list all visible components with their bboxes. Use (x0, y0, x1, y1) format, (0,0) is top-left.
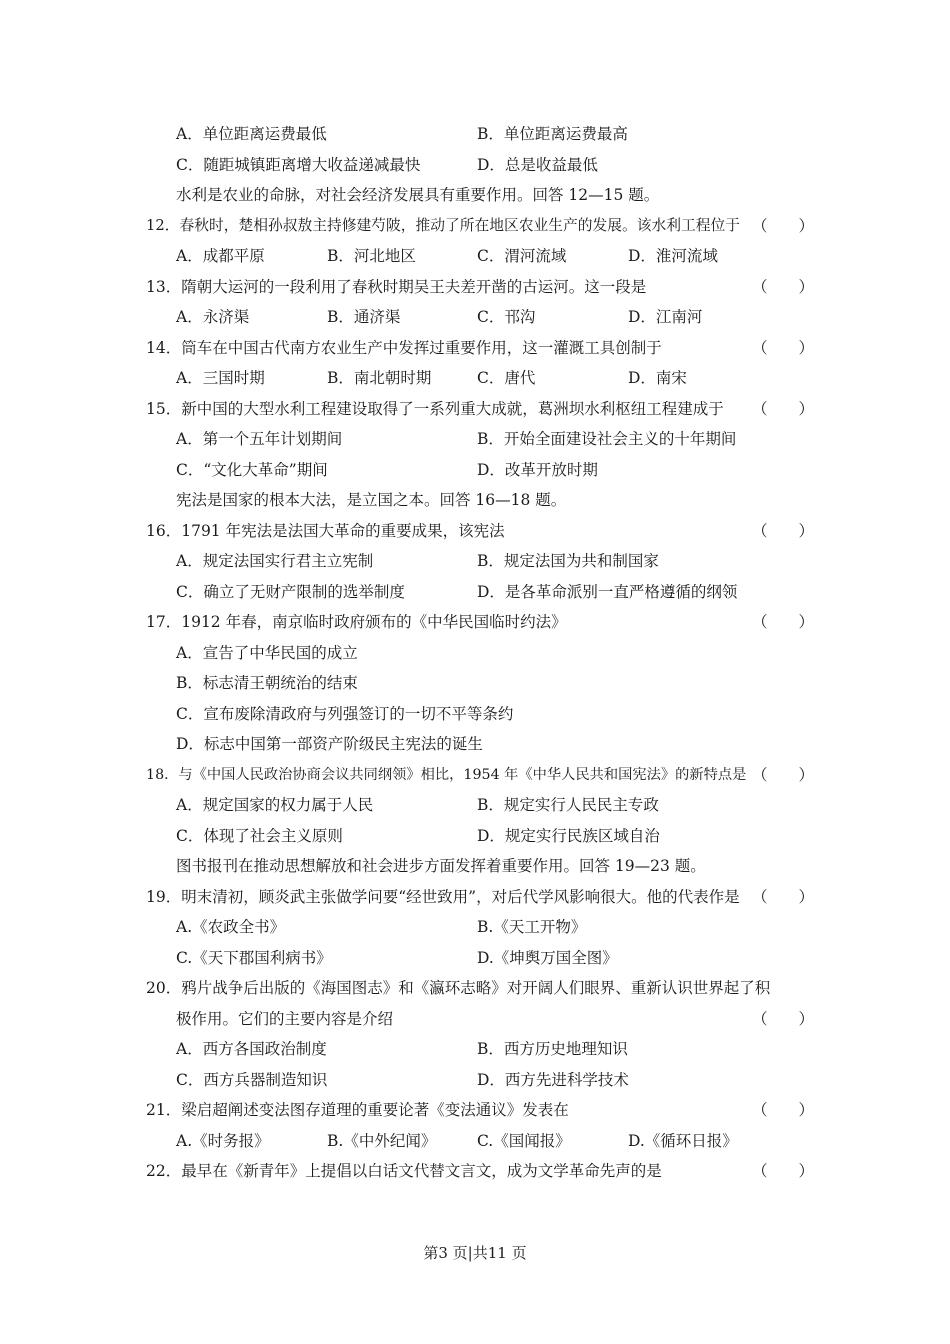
answer-option: B．西方历史地理知识 (477, 1040, 628, 1058)
answer-option: A．成都平原 (176, 247, 265, 265)
answer-option: D．标志中国第一部资产阶级民主宪法的诞生 (176, 735, 483, 753)
answer-option: C．宣布废除清政府与列强签订的一切不平等条约 (176, 705, 514, 723)
question-stem: 19．明末清初，顾炎武主张做学问要“经世致用”，对后代学风影响很大。他的代表作是 (146, 888, 740, 906)
answer-option: A.《时务报》 (176, 1132, 270, 1150)
answer-option: B．规定实行人民民主专政 (477, 796, 659, 814)
question-stem-continued: 极作用。它们的主要内容是介绍 (176, 1010, 394, 1028)
answer-blank: （ ） (752, 1010, 815, 1028)
answer-option: D．西方先进科学技术 (477, 1071, 629, 1089)
answer-option: D．规定实行民族区域自治 (477, 827, 660, 845)
page-footer: 第3 页|共11 页 (423, 1244, 527, 1262)
question-stem: 13．隋朝大运河的一段利用了春秋时期吴王夫差开凿的古运河。这一段是 (146, 278, 647, 296)
answer-option: D．江南河 (628, 308, 703, 326)
answer-option: B.《中外纪闻》 (327, 1132, 437, 1150)
question-stem: 14．筒车在中国古代南方农业生产中发挥过重要作用，这一灌溉工具创制于 (146, 339, 662, 357)
answer-option: A．西方各国政治制度 (176, 1040, 327, 1058)
question-stem: 12．春秋时，楚相孙叔敖主持修建芍陂，推动了所在地区农业生产的发展。该水利工程位于 (146, 217, 741, 234)
section-intro: 图书报刊在推动思想解放和社会进步方面发挥着重要作用。回答 19—23 题。 (176, 857, 706, 875)
question-stem: 15．新中国的大型水利工程建设取得了一系列重大成就，葛洲坝水利枢纽工程建成于 (146, 400, 724, 418)
answer-option: A．永济渠 (176, 308, 250, 326)
answer-option: A．单位距离运费最低 (176, 125, 327, 143)
section-intro: 宪法是国家的根本大法，是立国之本。回答 16—18 题。 (176, 491, 567, 509)
answer-blank: （ ） (752, 766, 815, 784)
answer-blank: （ ） (752, 339, 815, 357)
answer-blank: （ ） (752, 400, 815, 418)
answer-option: A．宣告了中华民国的成立 (176, 644, 358, 662)
answer-option: C．确立了无财产限制的选举制度 (176, 583, 405, 601)
question-stem: 22．最早在《新青年》上提倡以白话文代替文言文，成为文学革命先声的是 (146, 1162, 662, 1180)
answer-option: D.《循环日报》 (628, 1132, 738, 1150)
question-stem: 18．与《中国人民政治协商会议共同纲领》相比，1954 年《中华人民共和国宪法》的新特点是 (146, 767, 747, 783)
answer-option: D．改革开放时期 (477, 461, 598, 479)
answer-option: C.《国闻报》 (477, 1132, 571, 1150)
answer-option: B．河北地区 (327, 247, 416, 265)
answer-option: A．规定法国实行君主立宪制 (176, 552, 374, 570)
answer-option: B．开始全面建设社会主义的十年期间 (477, 430, 737, 448)
question-stem: 17．1912 年春，南京临时政府颁布的《中华民国临时约法》 (146, 613, 567, 631)
answer-option: A．三国时期 (176, 369, 265, 387)
answer-blank: （ ） (752, 522, 815, 540)
answer-blank: （ ） (752, 217, 815, 235)
answer-option: A.《农政全书》 (176, 918, 286, 936)
answer-option: D．南宋 (628, 369, 687, 387)
answer-option: A．规定国家的权力属于人民 (176, 796, 374, 814)
answer-option: B．单位距离运费最高 (477, 125, 628, 143)
answer-option: C．渭河流域 (477, 247, 567, 265)
answer-option: D.《坤舆万国全图》 (477, 949, 618, 967)
answer-option: D．是各革命派别一直严格遵循的纲领 (477, 583, 738, 601)
question-stem: 16．1791 年宪法是法国大革命的重要成果，该宪法 (146, 522, 505, 540)
answer-option: D．淮河流域 (628, 247, 718, 265)
answer-blank: （ ） (752, 888, 815, 906)
answer-option: B．标志清王朝统治的结束 (176, 674, 358, 692)
answer-option: A．第一个五年计划期间 (176, 430, 343, 448)
answer-blank: （ ） (752, 613, 815, 631)
question-stem: 20．鸦片战争后出版的《海国图志》和《瀛环志略》对开阔人们眼界、重新认识世界起了积 (146, 979, 771, 997)
answer-option: D．总是收益最低 (477, 156, 598, 174)
answer-option: C．邗沟 (477, 308, 536, 326)
answer-option: B．南北朝时期 (327, 369, 432, 387)
question-stem: 21．梁启超阐述变法图存道理的重要论著《变法通议》发表在 (146, 1101, 569, 1119)
answer-blank: （ ） (752, 1162, 815, 1180)
answer-option: B．规定法国为共和制国家 (477, 552, 659, 570)
answer-blank: （ ） (752, 278, 815, 296)
answer-option: C.《天下郡国利病书》 (176, 949, 332, 967)
section-intro: 水利是农业的命脉，对社会经济发展具有重要作用。回答 12—15 题。 (176, 186, 660, 204)
answer-option: C．西方兵器制造知识 (176, 1071, 328, 1089)
answer-option: B．通济渠 (327, 308, 401, 326)
answer-option: C．“文化大革命”期间 (176, 461, 328, 479)
answer-option: C．唐代 (477, 369, 536, 387)
answer-option: B.《天工开物》 (477, 918, 587, 936)
answer-option: C．体现了社会主义原则 (176, 827, 343, 845)
answer-option: C．随距城镇距离增大收益递减最快 (176, 156, 421, 174)
answer-blank: （ ） (752, 1101, 815, 1119)
